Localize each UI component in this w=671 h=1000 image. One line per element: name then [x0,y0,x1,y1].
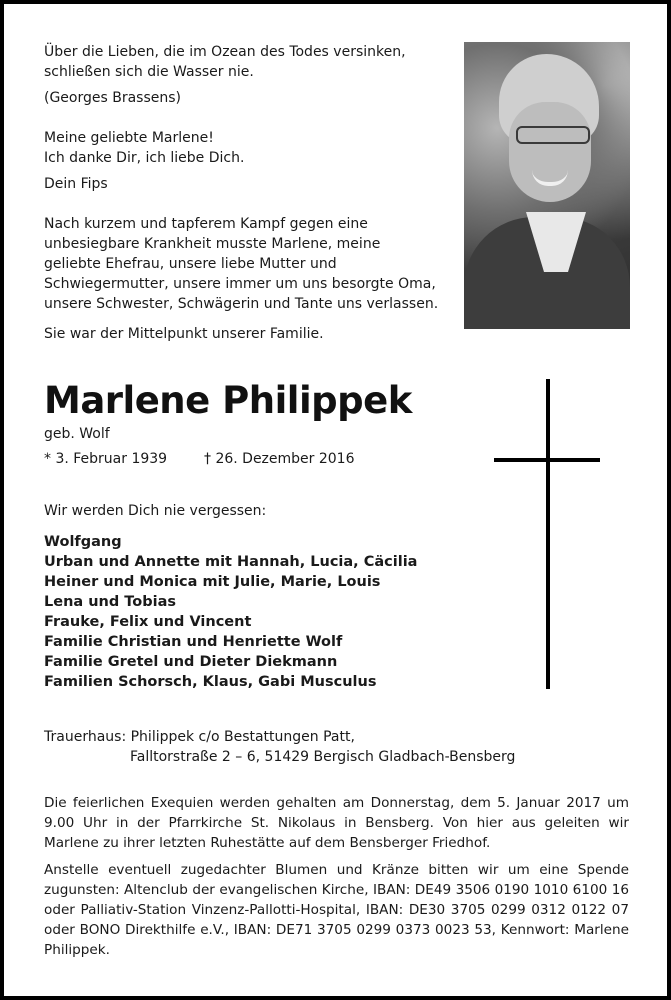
donation-line: Anstelle eventuell zugedachter Blumen und Kränze bitten wir um eine Spende [44,862,629,878]
dedication-block [44,128,444,194]
quote-author: (Georges Brassens) [44,90,182,106]
announcement-line: Schwiegermutter, unsere immer um uns besorgte Oma, [44,276,436,292]
service-info [44,793,629,853]
quote-line: Über die Lieben, die im Ozean des Todes versinken, [44,44,406,60]
donation-info [44,860,629,960]
cross-icon-vertical [546,379,550,689]
service-line: um 9.00 Uhr in der Pfarrkirche St. Nikolaus in Bensberg. Von hier aus geleiten wir [44,795,629,831]
mourners-list [44,532,417,692]
deceased-name: Marlene Philippek [44,379,412,422]
dedication-signature: Dein Fips [44,176,108,192]
mourner-item: Familie Christian und Henriette Wolf [44,634,343,650]
quote-line: schließen sich die Wasser nie. [44,64,254,80]
donation-line: zugunsten: Altenclub der evangelischen Kirche, IBAN: DE49 3506 0190 1010 [44,882,569,898]
birth-date: * 3. Februar 1939 [44,451,168,467]
death-date: † 26. Dezember 2016 [204,451,355,467]
mourner-item: Frauke, Felix und Vincent [44,614,252,630]
announcement-block [44,214,454,344]
announcement-center-line: Sie war der Mittelpunkt unserer Familie. [44,326,324,342]
portrait-photo [464,42,630,329]
mourning-house [44,727,515,767]
quote-block [44,42,444,108]
announcement-line: Nach kurzem und tapferem Kampf gegen eine [44,216,368,232]
mourner-item: Wolfgang [44,534,122,550]
service-line: Marlene zu ihrer letzten Ruhestätte auf dem Bensberger Friedhof. [44,835,491,851]
cross-icon-horizontal [494,458,600,462]
mourner-item: Heiner und Monica mit Julie, Marie, Louis [44,574,381,590]
mourner-item: Urban und Annette mit Hannah, Lucia, Cäcilia [44,554,418,570]
mourning-house-line: Trauerhaus: Philippek c/o Bestattungen Patt, [44,729,355,745]
mourner-item: Lena und Tobias [44,594,176,610]
announcement-line: geliebte Ehefrau, unsere liebe Mutter und [44,256,337,272]
mourner-item: Familie Gretel und Dieter Diekmann [44,654,338,670]
announcement-line: unsere Schwester, Schwägerin und Tante uns verlassen. [44,296,439,312]
dedication-line: Ich danke Dir, ich liebe Dich. [44,150,245,166]
announcement-line: unbesiegbare Krankheit musste Marlene, meine [44,236,381,252]
dedication-line: Meine geliebte Marlene! [44,130,214,146]
donation-line: Kennwort: Marlene Philippek. [44,922,630,958]
donation-line: 6100 16 oder Palliativ-Station Vinzenz-Pallotti-Hospital, IBAN: DE30 3705 0299 [44,882,629,918]
maiden-name: geb. Wolf [44,426,110,442]
donation-line: 0312 0122 07 oder BONO Direkthilfe e.V., IBAN: DE71 3705 0299 0373 0023 53, [44,902,629,938]
mourners-intro: Wir werden Dich nie vergessen: [44,503,267,519]
mourning-house-address: Falltorstraße 2 – 6, 51429 Bergisch Gladbach-Bensberg [130,749,516,765]
mourner-item: Familien Schorsch, Klaus, Gabi Musculus [44,674,377,690]
service-line: Die feierlichen Exequien werden gehalten am Donnerstag, dem 5. Januar 2017 [44,795,601,811]
